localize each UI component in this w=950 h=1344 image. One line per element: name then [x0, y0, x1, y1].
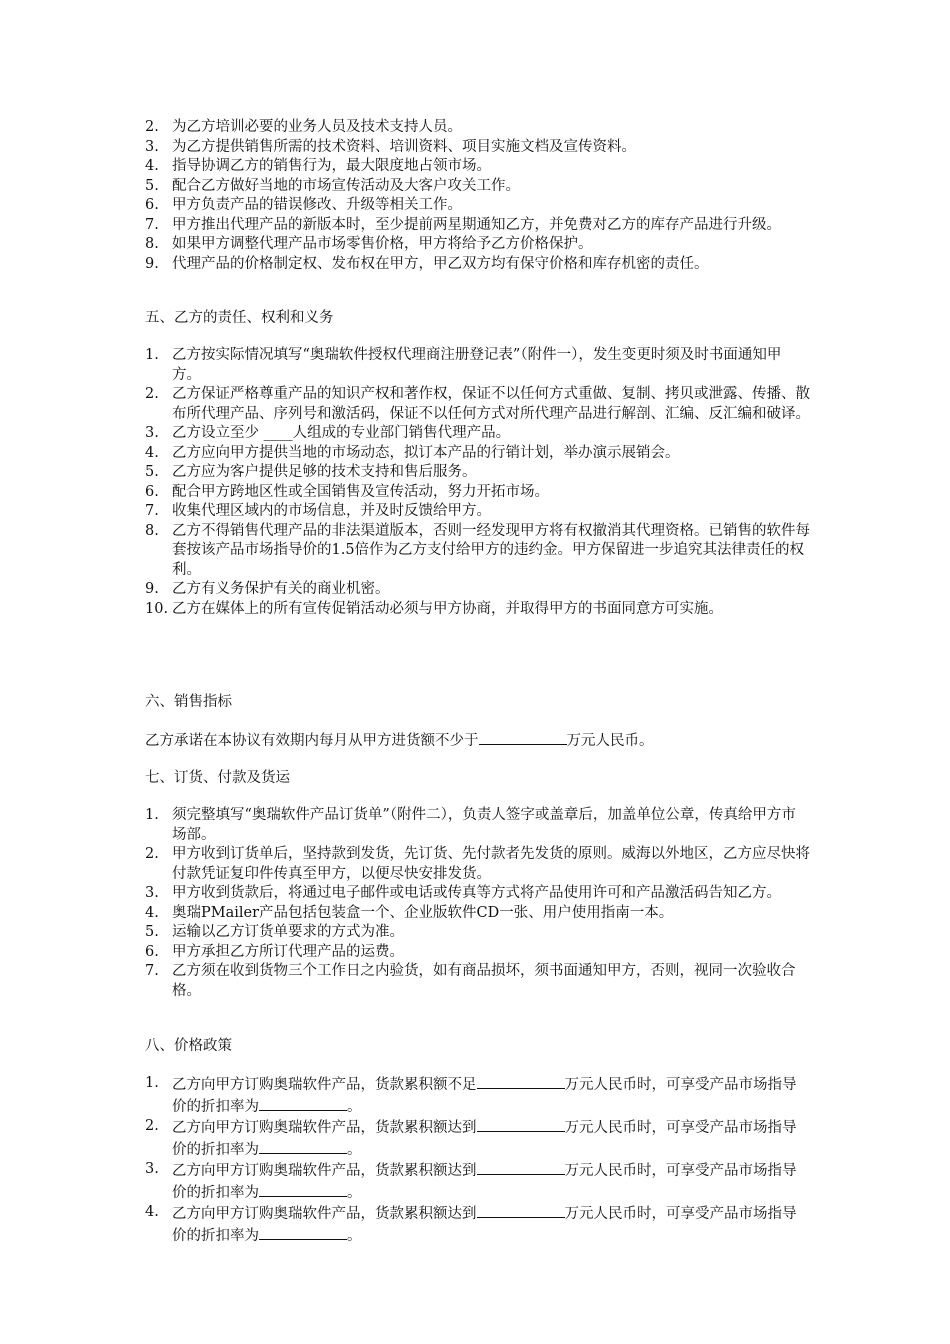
item-number: 7.	[145, 963, 159, 979]
item-number: 4.	[145, 158, 159, 174]
item-text: 乙方有义务保护有关的商业机密。	[172, 581, 390, 597]
item-text: 甲方收到货款后，将通过电子邮件或电话或传真等方式将产品使用许可和产品激活码告知乙方。	[172, 885, 781, 901]
list-item	[145, 1160, 810, 1203]
section8-list	[145, 1074, 810, 1246]
item-number: 3.	[145, 1161, 159, 1177]
item-number: 3.	[145, 138, 159, 155]
item-number: 3.	[145, 425, 159, 441]
item-text: 收集代理区域内的市场信息，并及时反馈给甲方。	[172, 503, 491, 519]
item-number: 10.	[145, 600, 169, 617]
blank-underline	[259, 1225, 347, 1240]
blank-underline	[477, 1074, 565, 1089]
item-text: 万元人民币时，可享受产品市场指导价的折扣率为	[172, 1206, 797, 1244]
item-number: 5.	[145, 177, 159, 194]
item-text: 乙方应为客户提供足够的技术支持和售后服务。	[172, 464, 477, 480]
list-item	[145, 600, 810, 620]
item-text: 人组成的专业部门销售代理产品。	[292, 425, 511, 441]
item-number: 8.	[145, 522, 159, 539]
list-item	[145, 444, 810, 464]
item-number: 7.	[145, 216, 159, 233]
list-item	[145, 463, 810, 483]
item-text: 乙方设立至少	[172, 425, 264, 441]
blank-underline	[479, 730, 567, 745]
blank-underline	[259, 1139, 347, 1154]
list-item	[145, 904, 810, 924]
item-text: 配合乙方做好当地的市场宣传活动及大客户攻关工作。	[172, 177, 520, 194]
item-number: 6.	[145, 197, 159, 213]
list-item	[145, 502, 810, 522]
sales-target-paragraph	[145, 730, 654, 751]
blank-underline: ____	[263, 425, 293, 441]
item-number: 4.	[145, 444, 159, 461]
blank-underline	[259, 1182, 347, 1197]
item-number: 4.	[145, 1204, 159, 1220]
item-number: 2.	[145, 386, 159, 402]
item-number: 6.	[145, 943, 159, 960]
item-text: 奥瑞PMailer产品包括包装盒一个、企业版软件CD一张、用户使用指南一本。	[172, 904, 674, 921]
list-item	[145, 196, 810, 216]
item-number: 5.	[145, 464, 159, 480]
item-text: 为乙方培训必要的业务人员及技术支持人员。	[172, 119, 462, 135]
item-number: 6.	[145, 483, 159, 500]
item-number: 3.	[145, 885, 159, 901]
blank-underline	[477, 1160, 565, 1175]
item-number: 1.	[145, 347, 159, 363]
list-item	[145, 483, 810, 503]
para-text: 乙方承诺在本协议有效期内每月从甲方进货额不少于	[145, 733, 479, 749]
list-item	[145, 424, 810, 444]
section-title-8: 八、价格政策	[145, 1038, 232, 1054]
item-text: 配合甲方跨地区性或全国销售及宣传活动，努力开拓市场。	[172, 483, 549, 500]
blank-underline	[477, 1117, 565, 1132]
item-number: 9.	[145, 581, 159, 597]
item-number: 2.	[145, 846, 159, 862]
item-text: 万元人民币时，可享受产品市场指导价的折扣率为	[172, 1077, 797, 1115]
section-title-7: 七、订货、付款及货运	[145, 770, 290, 786]
item-text: 运输以乙方订货单要求的方式为准。	[172, 924, 404, 940]
list-item	[145, 177, 810, 197]
list-item	[145, 346, 810, 385]
para-text: 万元人民币。	[566, 733, 654, 749]
list-item	[145, 157, 810, 177]
item-text: 万元人民币时，可享受产品市场指导价的折扣率为	[172, 1120, 797, 1158]
item-number: 8.	[145, 236, 159, 252]
item-text: 万元人民币时，可享受产品市场指导价的折扣率为	[172, 1163, 797, 1201]
item-text: 。	[347, 1098, 362, 1115]
list-item	[145, 385, 810, 424]
item-text: 如果甲方调整代理产品市场零售价格，甲方将给予乙方价格保护。	[172, 236, 593, 252]
list-item	[145, 943, 810, 963]
item-text: 为乙方提供销售所需的技术资料、培训资料、项目实施文档及宣传资料。	[172, 138, 636, 155]
list-item	[145, 962, 810, 1001]
list-item	[145, 522, 810, 581]
item-text: 乙方向甲方订购奥瑞软件产品，货款累积额不足	[172, 1077, 477, 1093]
item-text: 。	[347, 1184, 362, 1201]
item-text: 。	[347, 1141, 362, 1158]
list-item	[145, 806, 810, 845]
item-number: 9.	[145, 255, 159, 272]
list-item	[145, 845, 810, 884]
item-text: 乙方向甲方订购奥瑞软件产品，货款累积额达到	[172, 1163, 477, 1179]
list-item	[145, 1117, 810, 1160]
section7-list	[145, 806, 810, 1001]
item-text: 乙方不得销售代理产品的非法渠道版本，否则一经发现甲方将有权撤消其代理资格。已销售的软件每套按该产品市场指导价的1.5倍作为乙方支付给甲方的违约金。甲方保留进一步追究其法律责任的权利。	[172, 522, 810, 578]
list-item	[145, 138, 810, 158]
item-text: 乙方须在收到货物三个工作日之内验货，如有商品损坏，须书面通知甲方，否则，视同一次验收合格。	[172, 963, 796, 999]
item-number: 1.	[145, 807, 159, 823]
item-number: 1.	[145, 1075, 159, 1091]
list-item	[145, 216, 810, 236]
blank-underline	[477, 1203, 565, 1218]
item-number: 5.	[145, 924, 159, 940]
item-text: 须完整填写“奥瑞软件产品订货单”（附件二），负责人签字或盖章后，加盖单位公章，传真给甲方市场部。	[172, 807, 796, 843]
item-text: 甲方收到订货单后，坚持款到发货，先订货、先付款者先发货的原则。威海以外地区，乙方应尽快将付款凭证复印件传真至甲方，以便尽快安排发货。	[172, 846, 810, 882]
item-text: 乙方在媒体上的所有宣传促销活动必须与甲方协商，并取得甲方的书面同意方可实施。	[172, 600, 723, 617]
item-text: 乙方保证严格尊重产品的知识产权和著作权，保证不以任何方式重做、复制、拷贝或泄露、传播、散布所代理产品、序列号和激活码，保证不以任何方式对所代理产品进行解剖、汇编、反汇编和破译。	[172, 386, 810, 422]
list-item	[145, 580, 810, 600]
list-item	[145, 118, 810, 138]
item-number: 2.	[145, 119, 159, 135]
item-text: 甲方推出代理产品的新版本时，至少提前两星期通知乙方，并免费对乙方的库存产品进行升级。	[172, 216, 781, 233]
item-text: 乙方向甲方订购奥瑞软件产品，货款累积额达到	[172, 1206, 477, 1222]
item-text: 。	[347, 1227, 362, 1244]
list-item	[145, 1203, 810, 1246]
section-title-5: 五、乙方的责任、权利和义务	[145, 310, 334, 326]
item-text: 乙方按实际情况填写“奥瑞软件授权代理商注册登记表”（附件一），发生变更时须及时书面通知甲方。	[172, 347, 782, 383]
item-text: 甲方承担乙方所订代理产品的运费。	[172, 943, 404, 960]
section4-list	[145, 118, 810, 274]
item-text: 乙方应向甲方提供当地的市场动态，拟订本产品的行销计划，举办演示展销会。	[172, 444, 680, 461]
item-text: 乙方向甲方订购奥瑞软件产品，货款累积额达到	[172, 1120, 477, 1136]
list-item	[145, 884, 810, 904]
item-number: 4.	[145, 904, 159, 921]
list-item	[145, 235, 810, 255]
item-text: 代理产品的价格制定权、发布权在甲方，甲乙双方均有保守价格和库存机密的责任。	[172, 255, 709, 272]
list-item	[145, 255, 810, 275]
section5-list	[145, 346, 810, 619]
item-text: 甲方负责产品的错误修改、升级等相关工作。	[172, 197, 462, 213]
section-title-6: 六、销售指标	[145, 694, 232, 710]
list-item	[145, 1074, 810, 1117]
item-text: 指导协调乙方的销售行为，最大限度地占领市场。	[172, 158, 491, 174]
item-number: 2.	[145, 1118, 159, 1134]
blank-underline	[259, 1096, 347, 1111]
list-item	[145, 923, 810, 943]
item-number: 7.	[145, 503, 159, 519]
